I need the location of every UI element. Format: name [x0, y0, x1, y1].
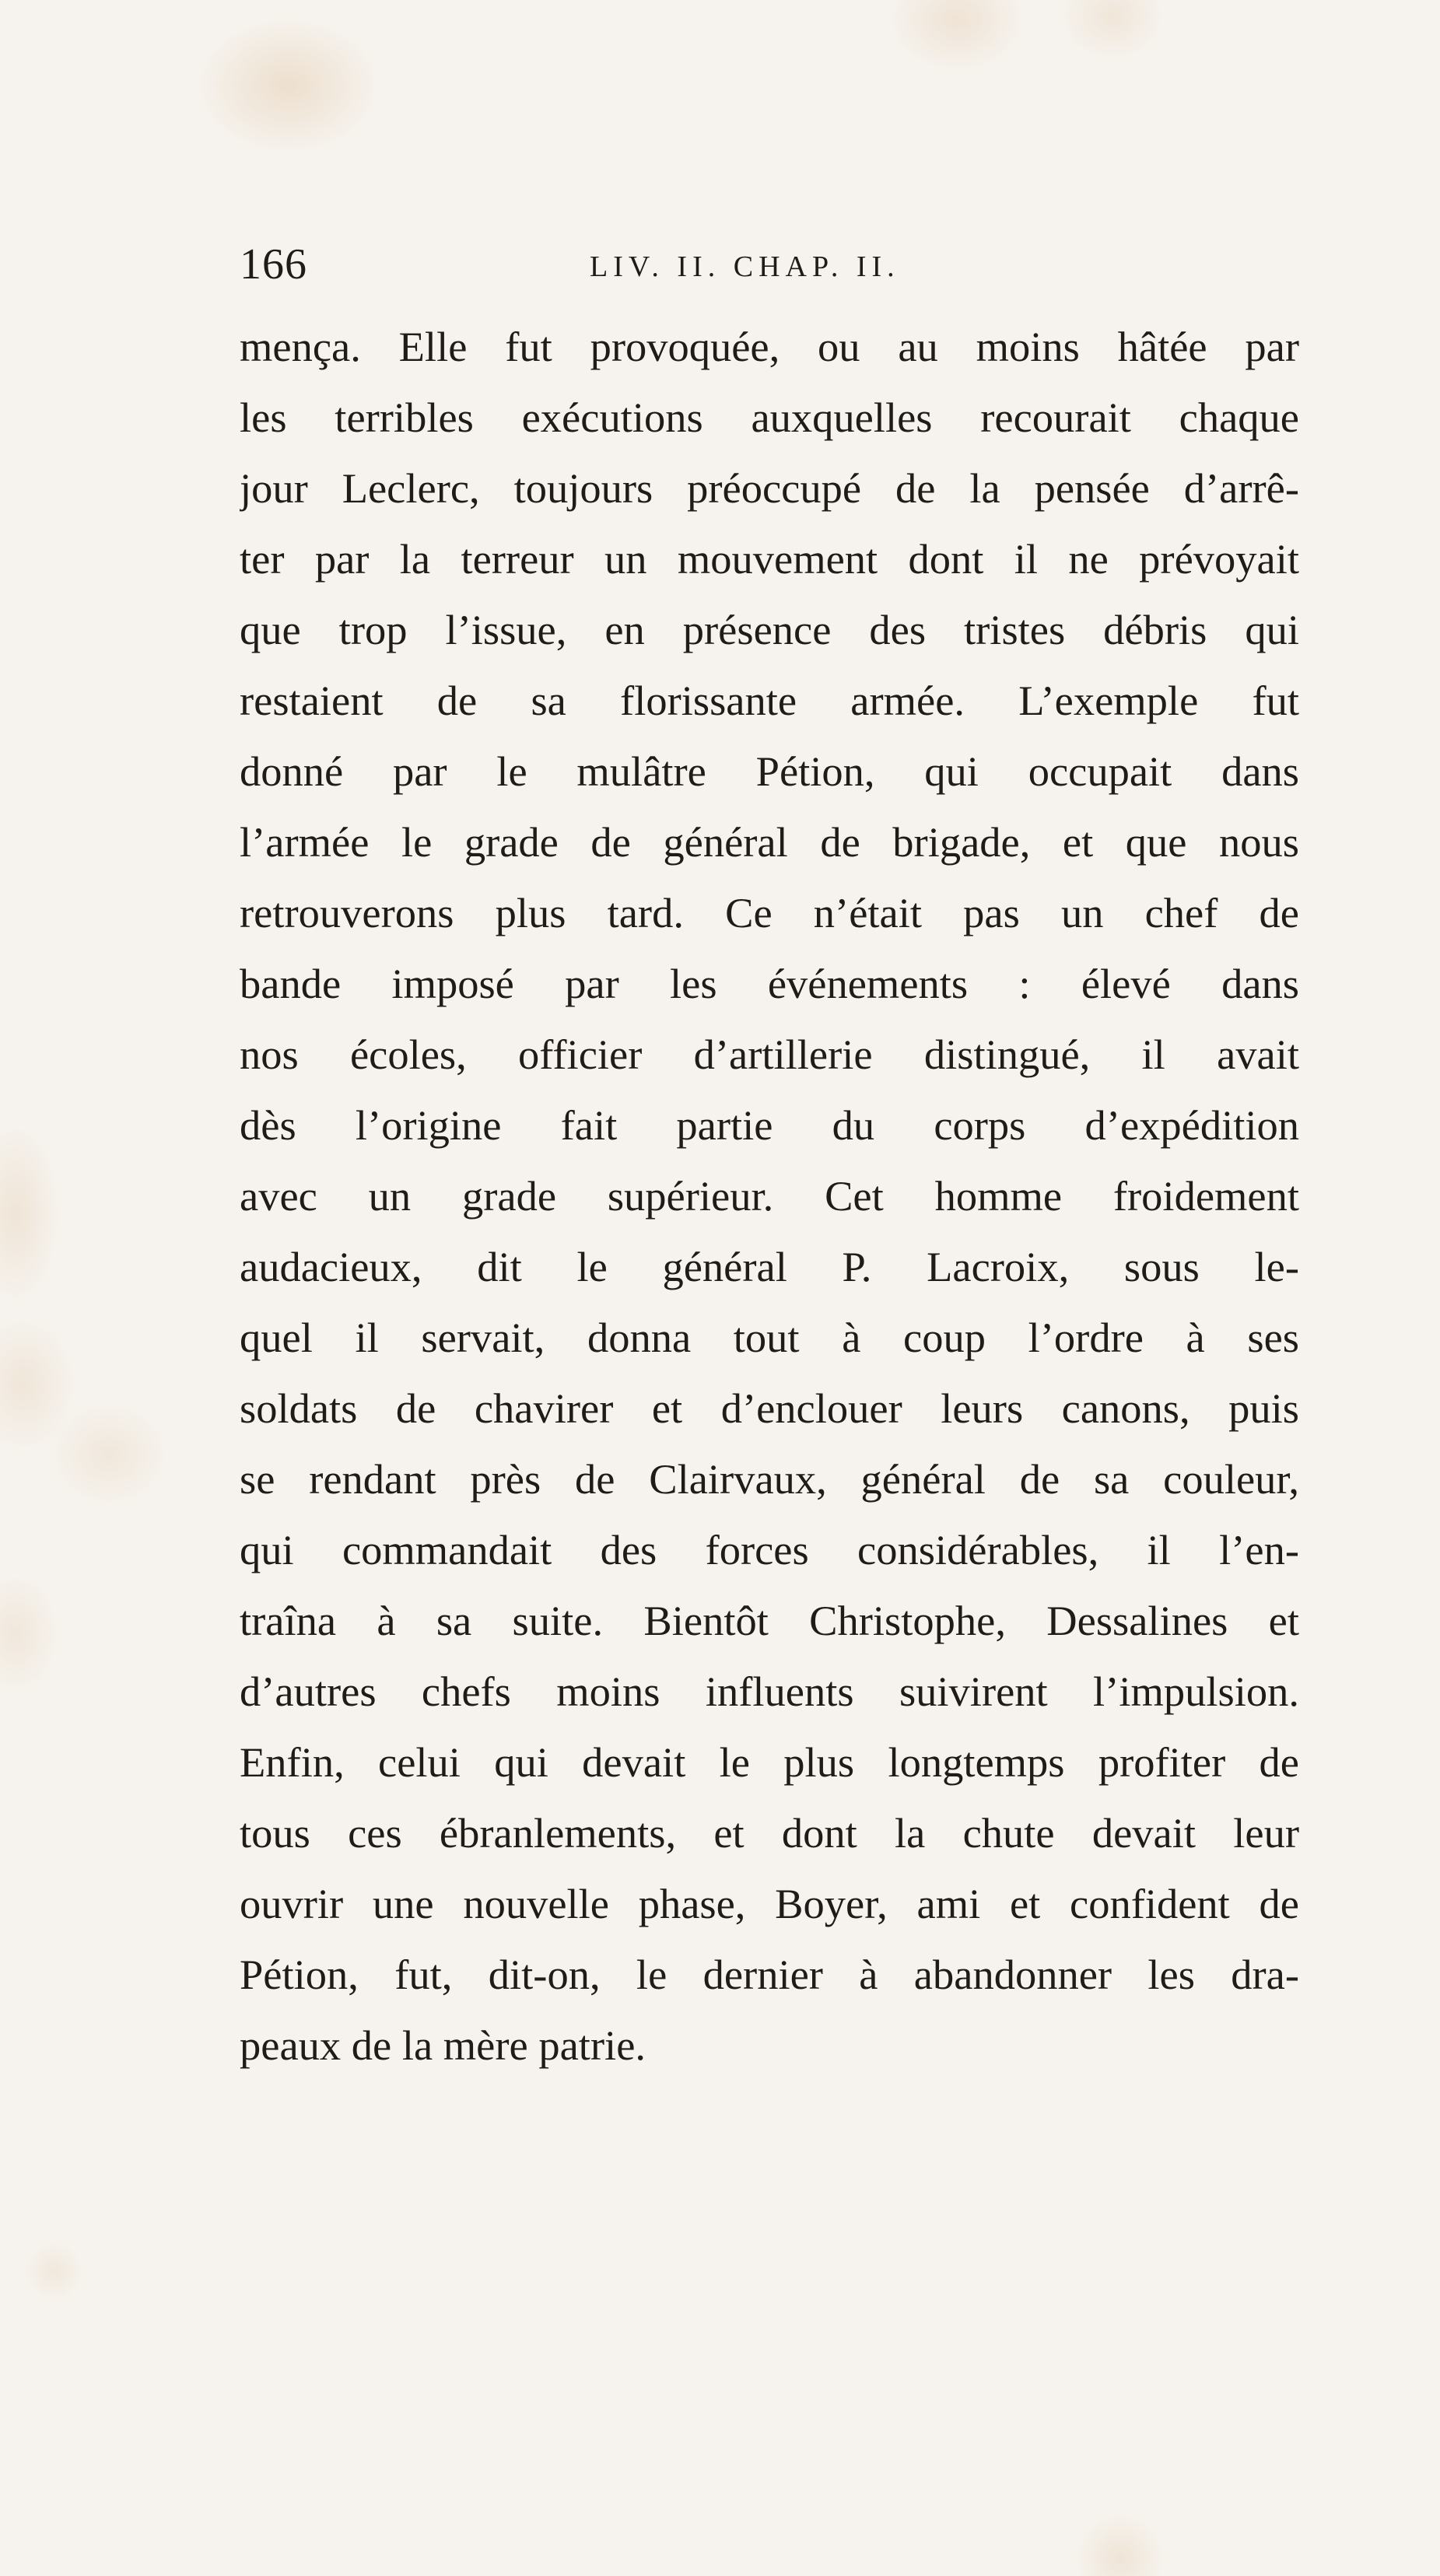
- text-line: ter par la terreur un mouvement dont il ne prévoyait: [240, 535, 1299, 583]
- text-line: qui commandait des forces considérables, il l’en-: [240, 1526, 1299, 1573]
- text-line: Enfin, celui qui devait le plus longtemps profiter de: [240, 1738, 1299, 1786]
- text-line: tous ces ébranlements, et dont la chute devait leur: [240, 1809, 1299, 1857]
- text-line: jour Leclerc, toujours préoccupé de la pensée d’arrê-: [240, 464, 1299, 512]
- running-head: LIV. II. CHAP. II.: [590, 250, 900, 283]
- text-line: audacieux, dit le général P. Lacroix, sous le-: [240, 1243, 1299, 1290]
- text-line: donné par le mulâtre Pétion, qui occupait dans: [240, 747, 1299, 795]
- text-line: que trop l’issue, en présence des tristes débris qui: [240, 606, 1299, 653]
- text-line: avec un grade supérieur. Cet homme froidement: [240, 1172, 1299, 1220]
- text-line: retrouverons plus tard. Ce n’était pas un chef de: [240, 889, 1299, 936]
- text-line: dès l’origine fait partie du corps d’expédition: [240, 1101, 1299, 1149]
- text-line: les terribles exécutions auxquelles recourait chaque: [240, 394, 1299, 441]
- text-line: traîna à sa suite. Bientôt Christophe, Dessalines et: [240, 1597, 1299, 1644]
- text-line: se rendant près de Clairvaux, général de sa couleur,: [240, 1455, 1299, 1503]
- text-line: Pétion, fut, dit-on, le dernier à abandonner les dra-: [240, 1951, 1299, 1998]
- text-line: peaux de la mère patrie.: [240, 2021, 646, 2069]
- text-line: l’armée le grade de général de brigade, et que nous: [240, 818, 1299, 866]
- text-line: restaient de sa florissante armée. L’exemple fut: [240, 677, 1299, 724]
- page-number: 166: [240, 240, 307, 289]
- text-line: d’autres chefs moins influents suivirent l’impulsion.: [240, 1668, 1299, 1715]
- text-line: mença. Elle fut provoquée, ou au moins hâtée par: [240, 323, 1299, 370]
- text-line: ouvrir une nouvelle phase, Boyer, ami et confident de: [240, 1880, 1299, 1927]
- text-line: bande imposé par les événements : élevé dans: [240, 960, 1299, 1007]
- page-header: [240, 237, 1305, 292]
- body-text: [240, 311, 1299, 2077]
- text-line: nos écoles, officier d’artillerie distingué, il avait: [240, 1031, 1299, 1078]
- text-line: soldats de chavirer et d’enclouer leurs canons, puis: [240, 1384, 1299, 1432]
- text-line: quel il servait, donna tout à coup l’ordre à ses: [240, 1314, 1299, 1361]
